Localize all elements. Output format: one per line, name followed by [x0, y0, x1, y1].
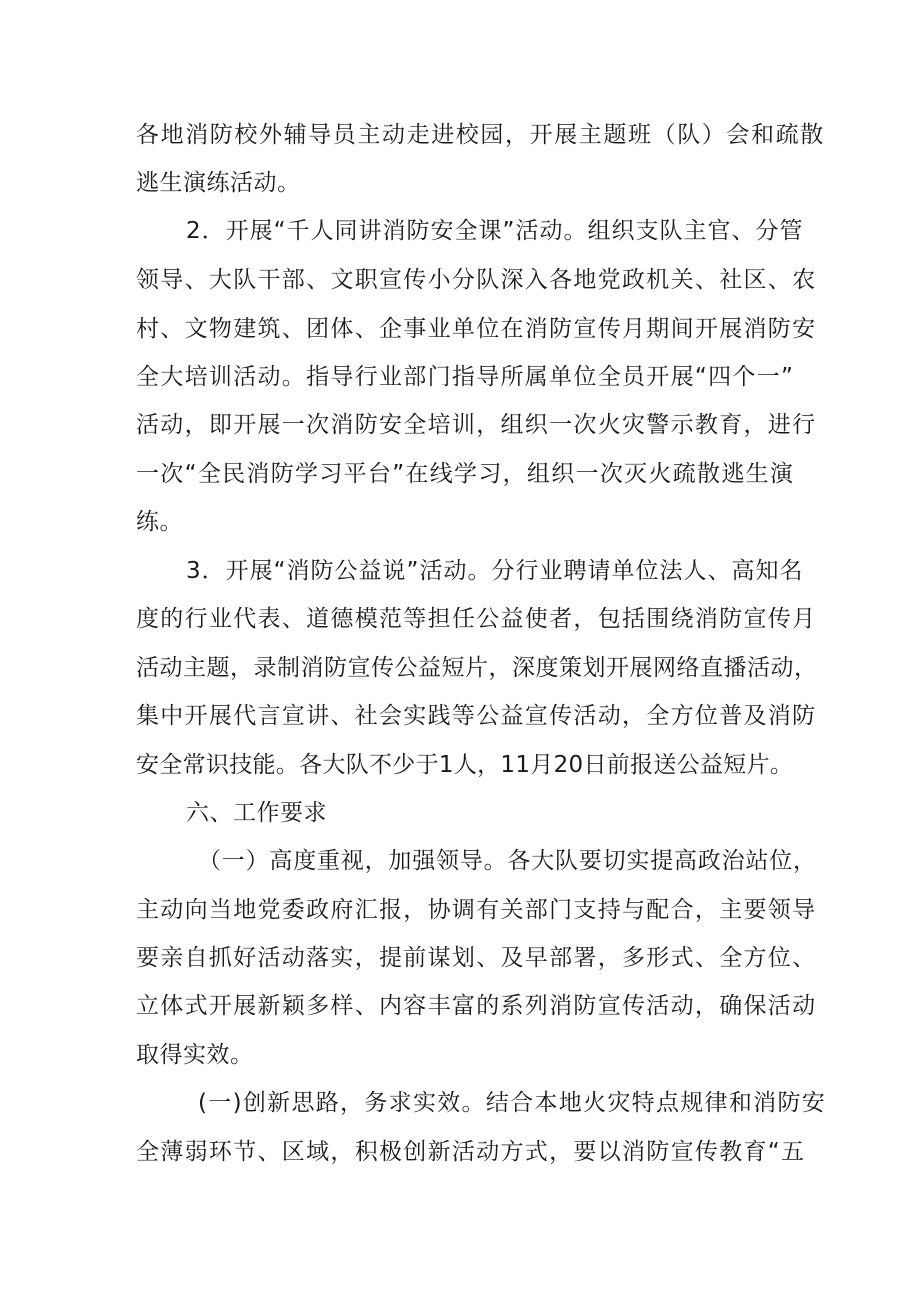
- section-heading: 六、工作要求: [186, 800, 327, 826]
- body-text-line: 3．开展“消防公益说”活动。分行业聘请单位法人、高知名: [186, 558, 804, 584]
- body-text-line: 要亲自抓好活动落实，提前谋划、及早部署，多形式、全方位、: [136, 945, 817, 971]
- body-text-line: 领导、大队干部、文职宣传小分队深入各地党政机关、社区、农: [136, 267, 817, 293]
- body-text-line: 逃生演练活动。: [136, 170, 301, 196]
- body-text-line: 活动，即开展一次消防安全培训，组织一次火灾警示教育，进行: [136, 412, 817, 438]
- body-text-line: （一）高度重视，加强领导。各大队要切实提高政治站位，: [198, 848, 817, 874]
- body-text-line: 2．开展“千人同讲消防安全课”活动。组织支队主官、分管: [186, 218, 804, 244]
- body-text-line: 集中开展代言宣讲、社会实践等公益宣传活动，全方位普及消防: [136, 703, 817, 729]
- body-text-line: 主动向当地党委政府汇报，协调有关部门支持与配合，主要领导: [136, 897, 817, 923]
- body-text-line: 安全常识技能。各大队不少于1人，11月20日前报送公益短片。: [136, 752, 794, 778]
- body-text-line: (一)创新思路，务求实效。结合本地火灾特点规律和消防安: [198, 1090, 827, 1116]
- body-text-line: 一次“全民消防学习平台”在线学习，组织一次灭火疏散逃生演: [136, 461, 795, 487]
- body-text-line: 立体式开展新颖多样、内容丰富的系列消防宣传活动，确保活动: [136, 993, 817, 1019]
- body-text-line: 全薄弱环节、区域，积极创新活动方式，要以消防宣传教育“五: [136, 1139, 806, 1165]
- body-text-line: 活动主题，录制消防宣传公益短片，深度策划开展网络直播活动，: [136, 655, 818, 681]
- body-text-line: 村、文物建筑、团体、企事业单位在消防宣传月期间开展消防安: [136, 316, 817, 342]
- body-text-line: 度的行业代表、道德模范等担任公益使者，包括围绕消防宣传月: [136, 606, 817, 632]
- body-text-line: 练。: [136, 509, 183, 535]
- body-text-line: 全大培训活动。指导行业部门指导所属单位全员开展“四个一”: [136, 364, 795, 390]
- body-text-line: 取得实效。: [136, 1042, 254, 1068]
- body-text-line: 各地消防校外辅导员主动走进校园，开展主题班（队）会和疏散: [136, 122, 825, 148]
